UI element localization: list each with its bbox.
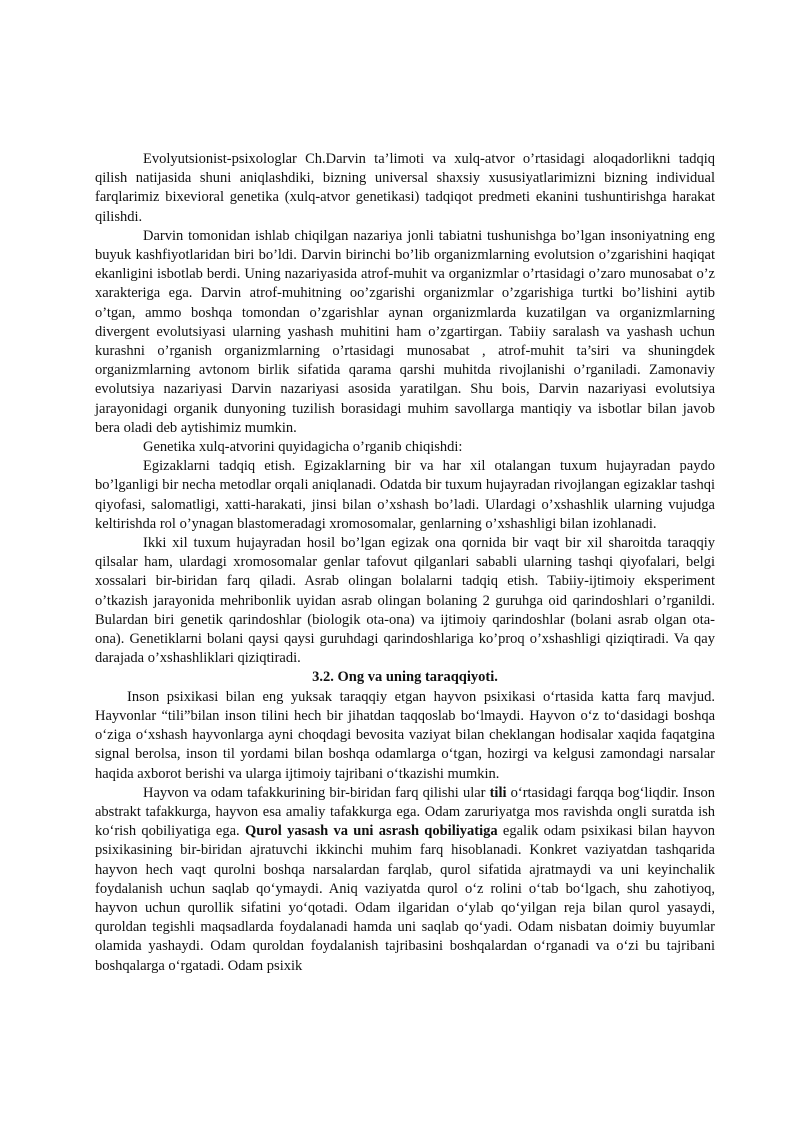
paragraph-7 xyxy=(95,784,715,976)
paragraph-6: Inson psixikasi bilan eng yuksak taraqqiy etgan hayvon psixikasi o‘rtasida katta farq mavjud. Hayvonlar “tili”bilan inson tilini hech bir jihatdan taqqoslab bo‘lmaydi. Hayvon o‘z to‘dasidagi boshqa o‘ziga o‘xshash hayvonlarga ayni choqdagi bevosita vaziyat bilan cheklangan hodisalar xaqida faqatgina signal berolsa, inson til yordami bilan boshqa odamlarga o‘tgan, hozirgi va kelgusi zamondagi narsalar haqida axborot berishi va ularga ijtimoiy tajribani o‘tkazishi mumkin. xyxy=(95,688,715,782)
paragraph-7-bold-til: tili xyxy=(489,784,507,801)
paragraph-4: Egizaklarni tadqiq etish. Egizaklarning bir va har xil otalangan tuxum hujayradan paydo bo’lganligi bir necha metodlar orqali aniqlanadi. Odatda bir tuxum hujayradan rivojlangan egizaklar tashqi qiyofasi, salomatligi, xatti-harakati, jinsi bilan o’xshash bo’ladi. Ulardagi o’xshashlik ularning vujudga keltirishda rol o’ynagan blastomeradagi xromosomalar, genlarning o’xshashligi bilan izohlanadi. xyxy=(95,458,715,532)
document-page xyxy=(95,150,715,976)
paragraph-7-text-c: o‘rtasidagi farqqa bog‘liqdir. Inson abstrakt tafakkurga, hayvon esa amaliy tafakkurga ega. Odam zaruriyatga mos ravishda ongli suratda ish ko‘rish qobiliyatiga ega. xyxy=(95,784,715,840)
paragraph-7-bold-qurol: Qurol yasash va uni asrash qobiliyatiga xyxy=(244,823,498,840)
paragraph-7-text-d: egalik odam psixikasi bilan hayvon psixikasining bir-biridan ajratuvchi ikkinchi muhim farq hisoblanadi. Konkret vaziyatdan tashqarida hayvon hech vaqt qurolni boshqa narsalardan farqlab, qurol sifatida ajratmaydi va uni keyinchalik foydalanish uchun saqlab qo‘ymaydi. Aniq vaziyatda qurol o‘z rolini o‘tab bo‘lgach, shu zahotiyoq, hayvon uchun qurollik sifatini yo‘qotadi. Odam ilgaridan o‘ylab qo‘yilgan reja bilan qurol yasaydi, quroldan tegishli maqsadlarda foydalanadi hamda uni saqlab qo‘yadi. Odam nisbatan doimiy buyumlar olamida yashaydi. Odam quroldan foydalanish tajribasini boshqalardan o‘rganadi va o‘zi bu tajribani boshqalarga o‘rgatadi. Odam psixik xyxy=(95,823,715,974)
paragraph-5: Ikki xil tuxum hujayradan hosil bo’lgan egizak ona qornida bir vaqt bir xil sharoitda taraqqiy qilsalar ham, ulardagi xromosomalar genlar tafovut qilganlari sababli ularning tashqi qiyofalari, belgi xossalari bir-biridan farq qiladi. Asrab olingan bolalarni tadqiq etish. Tabiiy-ijtimoiy eksperiment o’tkazish jarayonida mehribonlik uyidan asrab olingan bolaning 2 guruhga oid qarindoshlari o’rganildi. Bulardan biri genetik qarindoshlar (biologik ota-ona) va ijtimoiy qarindoshlar (bolani asrab olgan ota-ona). Genetiklarni bolani qaysi qaysi guruhdagi qarindoshlariga ko’proq o’xshashligi qiziqtiradi. Va qay darajada o’xshashliklari qiziqtiradi. xyxy=(95,535,715,667)
paragraph-3: Genetika xulq-atvorini quyidagicha o’rganib chiqishdi: xyxy=(143,439,463,456)
paragraph-7-text-a: Hayvon va odam tafakkurining bir-biridan farq qilishi ular xyxy=(143,784,490,801)
paragraph-2: Darvin tomonidan ishlab chiqilgan nazariya jonli tabiatni tushunishga bo’lgan insoniyatning eng buyuk kashfiyotlaridan biri bo’ldi. Darvin birinchi bo’lib organizmlarning evolutsion o’zgarishini haqiqat ekanligini isbotlab berdi. Uning nazariyasida atrof-muhit va organizmlar o’rtasidagi o’zaro munosabat o’z xarakteriga ega. Darvin atrof-muhitning oo’zgarishi organizmlar o’zgarishiga turtki bo’lishini aytib o’tgan, ammo boshqa tomondan o’zgarishlar aynan organizmlarda kuzatilgan va organizmlarning divergent evolutsiyasi ularning yashash muhitini ham o’zgartirgan. Tabiiy saralash va yashash uchun kurashni o’rganish organizmlarning o’rtasidagi munosabat , atrof-muhit ta’siri va shuningdek organizmlarning avtonom birlik sifatida qarama qarshi muhitda rivojlanishi o’rganiladi. Zamonaviy evolutsiya nazariyasi Darvin nazariyasi asosida yaratilgan. Shu bois, Darvin nazariyasi evolutsiya jarayonidagi organik dunyoning tuzilish borasidagi muhim savollarga mantiqiy va isbotlar bilan javob bera oladi deb aytishimiz mumkin. xyxy=(95,227,715,436)
paragraph-1: Evolyutsionist-psixologlar Ch.Darvin ta’limoti va xulq-atvor o’rtasidagi aloqadorlikni tadqiq qilish natijasida shuni aniqlashdiki, bizning universal shaxsiy xususiyatlarimizni bizning individual farqlarimiz bixevioral genetika (xulq-atvor genetikasi) tadqiqot predmeti ekanini tushuntirishga harakat qilishdi. xyxy=(95,151,715,225)
section-heading: 3.2. Ong va uning taraqqiyoti. xyxy=(312,669,498,686)
